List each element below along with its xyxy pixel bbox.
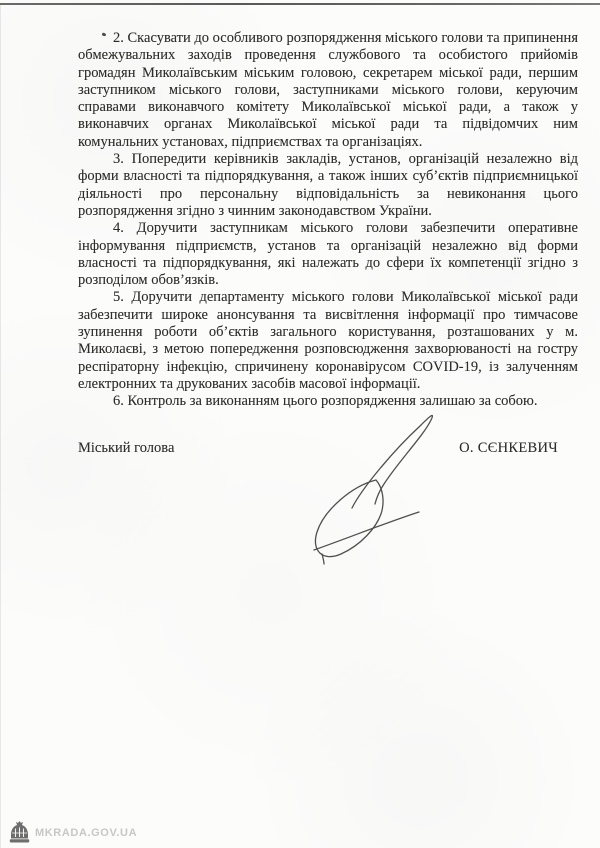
watermark	[8, 820, 137, 845]
city-crest-icon	[8, 820, 31, 845]
signer-name: О. СЄНКЕВИЧ	[459, 440, 558, 456]
paragraph-5: 5. Доручити департаменту міського голови Миколаївської міської ради забезпечити широке анонсування та висвітлення інформації про тимчасове зупинення роботи об’єктів загального користування, розташованих у м. Миколаєві, з метою попередження розповсюдження захворюваності на гостру респіраторну інфекцію, спричинену коронавірусом COVID-19, із залученням електронних та друкованих засобів масової інформації.	[78, 289, 578, 392]
paragraph-6: 6. Контроль за виконанням цього розпорядження залишаю за собою.	[113, 393, 538, 410]
signer-title: Міський голова	[78, 440, 175, 456]
document-body	[78, 30, 578, 411]
watermark-text: MKRADA.GOV.UA	[35, 826, 138, 839]
paragraph-3: 3. Попередити керівників закладів, установ, організацій незалежно від форми власності та підпорядкування, а також інших суб’єктів підприємницької діяльності про персональну відповідальність за невиконання цього розпорядження згідно з чинним законодавством України.	[78, 151, 578, 219]
paragraph-4: 4. Доручити заступникам міського голови забезпечити оперативне інформування підприємств, установ та організацій незалежно від форми власності та підпорядкування, які належать до сфери їх компетенції згідно з розподілом обов’язків.	[78, 220, 578, 289]
paragraph-2: 2. Скасувати до особливого розпорядження міського голови та припинення обмежувальних заходів проведення службового та особистого прийомів громадян Миколаївським міським головою, секретарем міської ради, першим заступником міського голови, заступниками міського голови, керуючим справами виконавчого комітету Миколаївської міської ради, а також у виконавчих органах Миколаївської міської ради та підвідомчих ним комунальних установах, підприємствах та організаціях.	[78, 30, 578, 150]
handwritten-signature	[288, 398, 488, 578]
scan-edge-artifact-top	[0, 3, 600, 5]
scan-edge-artifact-left	[0, 5, 1, 848]
